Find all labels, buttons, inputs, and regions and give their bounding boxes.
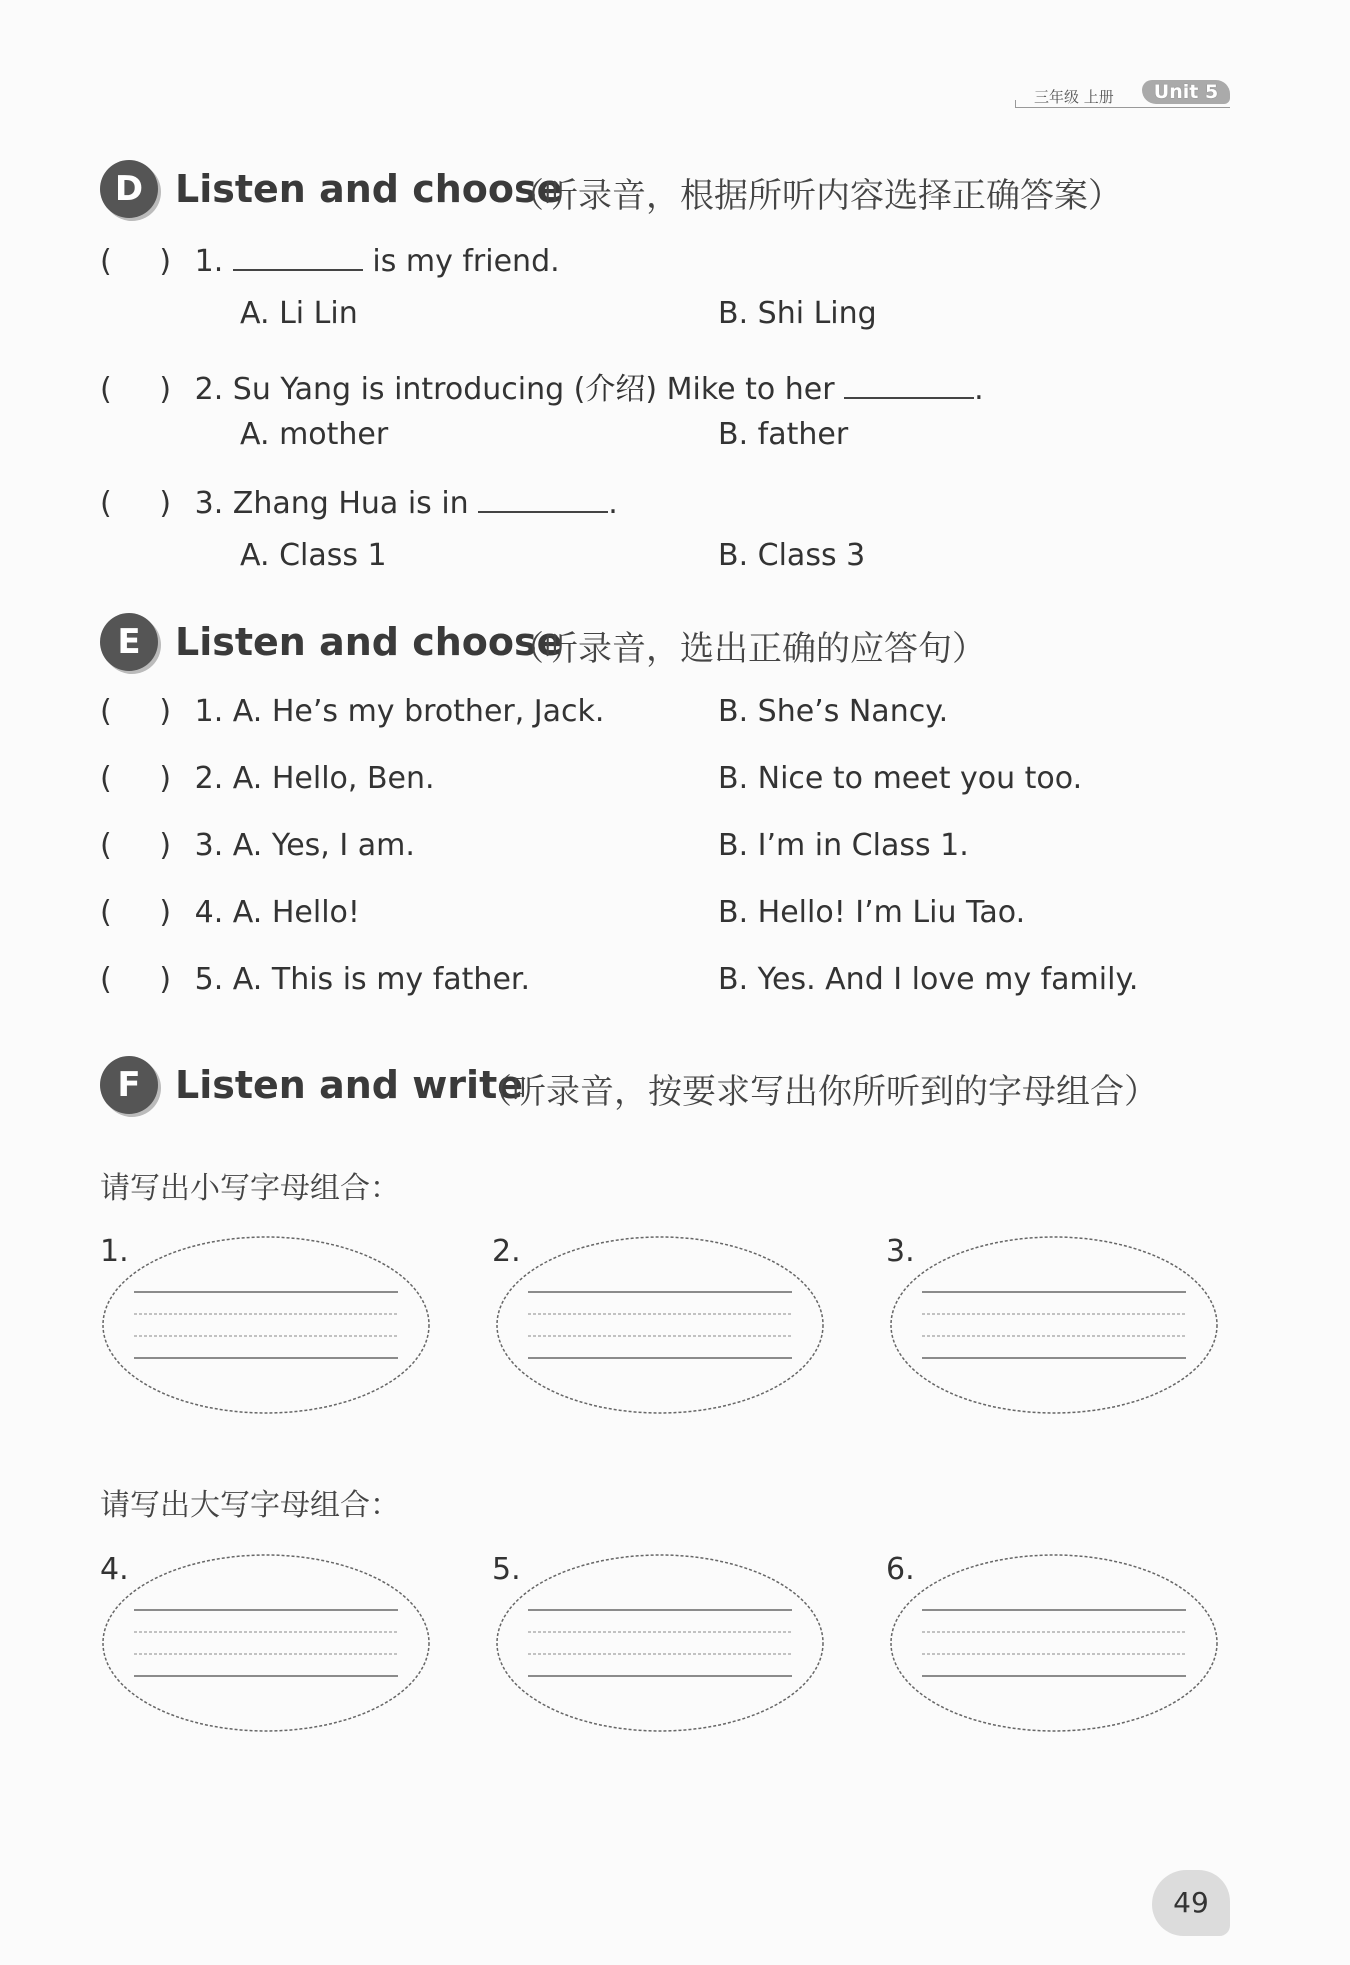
writing-number-3: 3. [886,1234,915,1269]
writing-number-6: 6. [886,1552,915,1587]
section-d-badge: D [100,160,158,218]
answer-blank[interactable] [478,485,608,513]
uppercase-instruction: 请写出大写字母组合： [100,1488,400,1523]
section-e-item-2-option-b: B. Nice to meet you too. [718,761,1083,796]
answer-blank[interactable] [233,243,363,271]
grade-label: 三年级 上册 [1030,86,1118,107]
option-a: 1. A. He’s my brother, Jack. [194,694,605,729]
page-header [1015,80,1230,112]
writing-number-5: 5. [492,1552,521,1587]
writing-area-4[interactable] [100,1552,432,1734]
section-e-item-4 [100,895,360,930]
section-e-item-5-option-b: B. Yes. And I love my family. [718,962,1139,997]
answer-bracket[interactable]: ( ) [100,761,172,796]
writing-area-6[interactable] [888,1552,1220,1734]
writing-area-1[interactable] [100,1234,432,1416]
section-e-item-3 [100,828,415,863]
option-a: 3. A. Yes, I am. [194,828,415,863]
section-e-subtitle: （听录音，选出正确的应答句） [510,629,986,669]
question-text: is my friend. [372,244,560,279]
section-d-heading [100,160,1220,220]
answer-bracket[interactable]: ( ) [100,962,172,997]
section-e-title: Listen and choose [175,620,563,664]
section-d-q2-option-b: B. father [718,417,849,452]
section-f-badge: F [100,1056,158,1114]
section-e-item-3-option-b: B. I’m in Class 1. [718,828,969,863]
section-e-item-5 [100,962,530,997]
option-a: 4. A. Hello! [194,895,360,930]
answer-bracket[interactable]: ( ) [100,895,172,930]
section-d-q3-option-a: A. Class 1 [240,538,387,573]
section-e-item-1-option-b: B. She’s Nancy. [718,694,949,729]
section-d-title: Listen and choose [175,167,563,211]
answer-bracket[interactable]: ( ) [100,372,172,407]
section-d-q3 [100,485,618,521]
header-rule [1015,107,1230,109]
section-d-q1-option-b: B. Shi Ling [718,296,877,331]
section-f-title: Listen and write [175,1063,524,1107]
section-f-subtitle: （听录音，按要求写出你所听到的字母组合） [478,1072,1158,1112]
answer-blank[interactable] [844,371,974,399]
question-number: 1. [194,244,224,279]
section-d-q1-option-a: A. Li Lin [240,296,358,331]
page-number: 49 [1152,1870,1230,1936]
question-end: . [974,372,984,407]
section-e-item-1 [100,694,604,729]
section-e-badge: E [100,613,158,671]
writing-area-3[interactable] [888,1234,1220,1416]
section-d-q2 [100,364,984,408]
answer-bracket[interactable]: ( ) [100,694,172,729]
section-d-subtitle: （听录音，根据所听内容选择正确答案） [510,176,1122,216]
section-e-item-2 [100,761,435,796]
section-d-q3-option-b: B. Class 3 [718,538,866,573]
answer-bracket[interactable]: ( ) [100,828,172,863]
option-a: 2. A. Hello, Ben. [194,761,435,796]
answer-bracket[interactable]: ( ) [100,486,172,521]
section-e-heading [100,613,1220,673]
question-text: 3. Zhang Hua is in [194,486,469,521]
section-d-q1 [100,243,560,279]
section-d-q2-option-a: A. mother [240,417,389,452]
section-e-item-4-option-b: B. Hello! I’m Liu Tao. [718,895,1026,930]
answer-bracket[interactable]: ( ) [100,244,172,279]
unit-badge: Unit 5 [1142,80,1230,104]
option-a: 5. A. This is my father. [194,962,531,997]
question-text: 2. Su Yang is introducing (介绍) Mike to her [194,372,835,407]
section-f-heading [100,1056,1260,1116]
lowercase-instruction: 请写出小写字母组合： [100,1171,400,1206]
question-end: . [608,486,618,521]
writing-number-2: 2. [492,1234,521,1269]
writing-number-4: 4. [100,1552,129,1587]
writing-number-1: 1. [100,1234,129,1269]
writing-area-2[interactable] [494,1234,826,1416]
writing-area-5[interactable] [494,1552,826,1734]
